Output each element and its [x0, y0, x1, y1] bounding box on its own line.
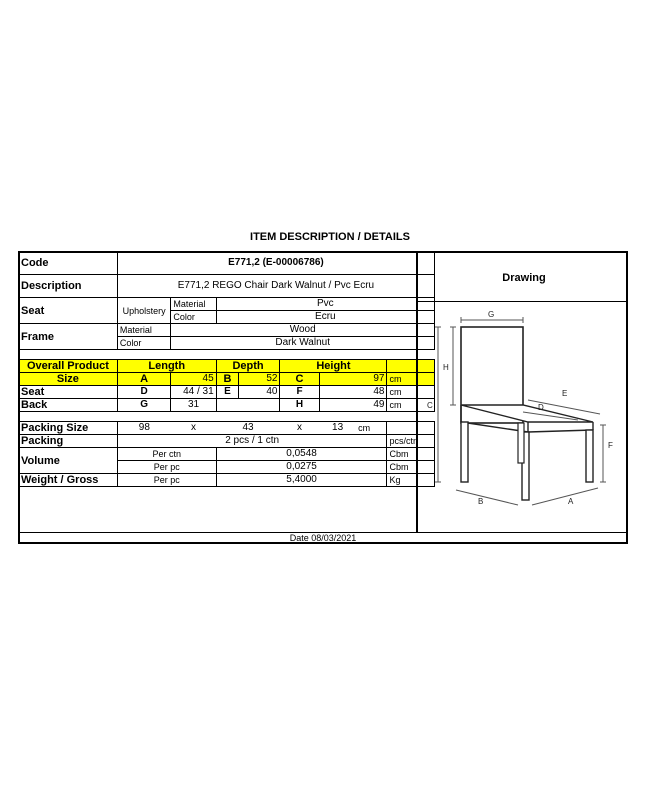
- seat-upholstery-label: Upholstery: [117, 298, 171, 324]
- packing-label: Packing: [19, 435, 118, 448]
- length-header: Length: [117, 360, 216, 373]
- volume-per-ctn-label: Per ctn: [117, 448, 216, 461]
- volume-per-pc-value: 0,0275: [216, 461, 387, 474]
- spacer: [19, 412, 435, 422]
- code-row: [19, 252, 435, 275]
- drawing-label-h: H: [443, 363, 449, 372]
- back-dim-unit: cm: [387, 399, 435, 412]
- dim-g-value: 31: [171, 399, 216, 412]
- depth-header: Depth: [216, 360, 280, 373]
- dim-a-letter: A: [117, 373, 171, 386]
- description-row: [19, 275, 435, 298]
- drawing-label-f: F: [608, 441, 613, 450]
- volume-ctn-row: [19, 448, 435, 461]
- packing-size-width: 43: [216, 422, 280, 435]
- frame-label: Frame: [19, 324, 118, 350]
- weight-row: [19, 474, 435, 487]
- dim-b-letter: B: [216, 373, 239, 386]
- chair-leg-back-left: [461, 422, 468, 482]
- dim-f-value: 48: [319, 386, 387, 399]
- volume-per-pc-label: Per pc: [117, 461, 216, 474]
- back-dimension-row: [19, 399, 435, 412]
- drawing-label-d: D: [538, 403, 544, 412]
- volume-per-ctn-unit: Cbm: [387, 448, 435, 461]
- dim-b-value: 52: [239, 373, 280, 386]
- spacer-row: [19, 350, 435, 360]
- dim-c-value: 97: [319, 373, 387, 386]
- code-label: Code: [19, 252, 118, 275]
- seat-material-value: Pvc: [216, 298, 434, 311]
- frame-material-value: Wood: [171, 324, 435, 337]
- dim-a-value: 45: [171, 373, 216, 386]
- overall-size-label-2: Size: [19, 373, 118, 386]
- drawing-panel: [416, 251, 628, 533]
- chair-drawing: [418, 302, 628, 532]
- frame-color-label: Color: [117, 337, 171, 350]
- page-title: ITEM DESCRIPTION / DETAILS: [250, 231, 410, 243]
- overall-unit: cm: [387, 373, 435, 386]
- seat-color-value: Ecru: [216, 311, 434, 324]
- drawing-label-g: G: [488, 310, 495, 319]
- packing-unit: pcs/ctn: [387, 435, 435, 448]
- height-header: Height: [280, 360, 387, 373]
- seat-label: Seat: [19, 298, 118, 324]
- packing-value: 2 pcs / 1 ctn: [117, 435, 387, 448]
- packing-size-row: [19, 422, 435, 435]
- seat-dimension-row: [19, 386, 435, 399]
- back-blank: [216, 399, 280, 412]
- code-value: E771,2 (E-00006786): [117, 252, 434, 275]
- frame-material-row: [19, 324, 435, 337]
- seat-dim-unit: cm: [387, 386, 435, 399]
- dim-f-letter: F: [280, 386, 319, 399]
- dimension-header-row: [19, 360, 435, 373]
- volume-per-pc-unit: Cbm: [387, 461, 435, 474]
- frame-material-label: Material: [117, 324, 171, 337]
- drawing-title: Drawing: [502, 272, 546, 284]
- weight-unit: Kg: [387, 474, 435, 487]
- seat-material-label: Material: [171, 298, 216, 311]
- dim-h-value: 49: [319, 399, 387, 412]
- chair-leg-front-right: [586, 430, 593, 482]
- weight-label: Weight / Gross: [19, 474, 118, 487]
- spacer-row-2: [19, 412, 435, 422]
- weight-value: 5,4000: [216, 474, 387, 487]
- dim-g-letter: G: [117, 399, 171, 412]
- dim-e-value: 40: [239, 386, 280, 399]
- overall-size-row: [19, 373, 435, 386]
- packing-size-unit: cm: [356, 422, 387, 435]
- spec-table: [18, 251, 435, 487]
- packing-size-height: 13: [319, 422, 356, 435]
- seat-material-row: [19, 298, 435, 311]
- frame-color-value: Dark Walnut: [171, 337, 435, 350]
- packing-size-length: 98: [117, 422, 171, 435]
- volume-label: Volume: [19, 448, 118, 474]
- dim-h-letter: H: [280, 399, 319, 412]
- packing-row: [19, 435, 435, 448]
- dim-c-letter: C: [280, 373, 319, 386]
- dim-e-letter: E: [216, 386, 239, 399]
- drawing-label-a: A: [568, 497, 574, 506]
- dim-d-letter: D: [117, 386, 171, 399]
- drawing-label-b: B: [478, 497, 484, 506]
- date-footer: Date 08/03/2021: [18, 532, 628, 544]
- packing-size-x2: x: [280, 422, 319, 435]
- back-dim-label: Back: [19, 399, 118, 412]
- dim-d-value: 44 / 31: [171, 386, 216, 399]
- drawing-label-c: C: [427, 401, 433, 410]
- packing-size-label: Packing Size: [19, 422, 118, 435]
- description-value: E771,2 REGO Chair Dark Walnut / Pvc Ecru: [117, 275, 434, 298]
- packing-size-x1: x: [171, 422, 216, 435]
- seat-dim-label: Seat: [19, 386, 118, 399]
- seat-color-label: Color: [171, 311, 216, 324]
- chair-leg-back-right: [518, 423, 524, 463]
- drawing-label-e: E: [562, 389, 568, 398]
- spacer: [19, 350, 435, 360]
- volume-per-ctn-value: 0,0548: [216, 448, 387, 461]
- overall-size-label-1: Overall Product: [19, 360, 118, 373]
- weight-per-pc-label: Per pc: [117, 474, 216, 487]
- description-label: Description: [19, 275, 118, 298]
